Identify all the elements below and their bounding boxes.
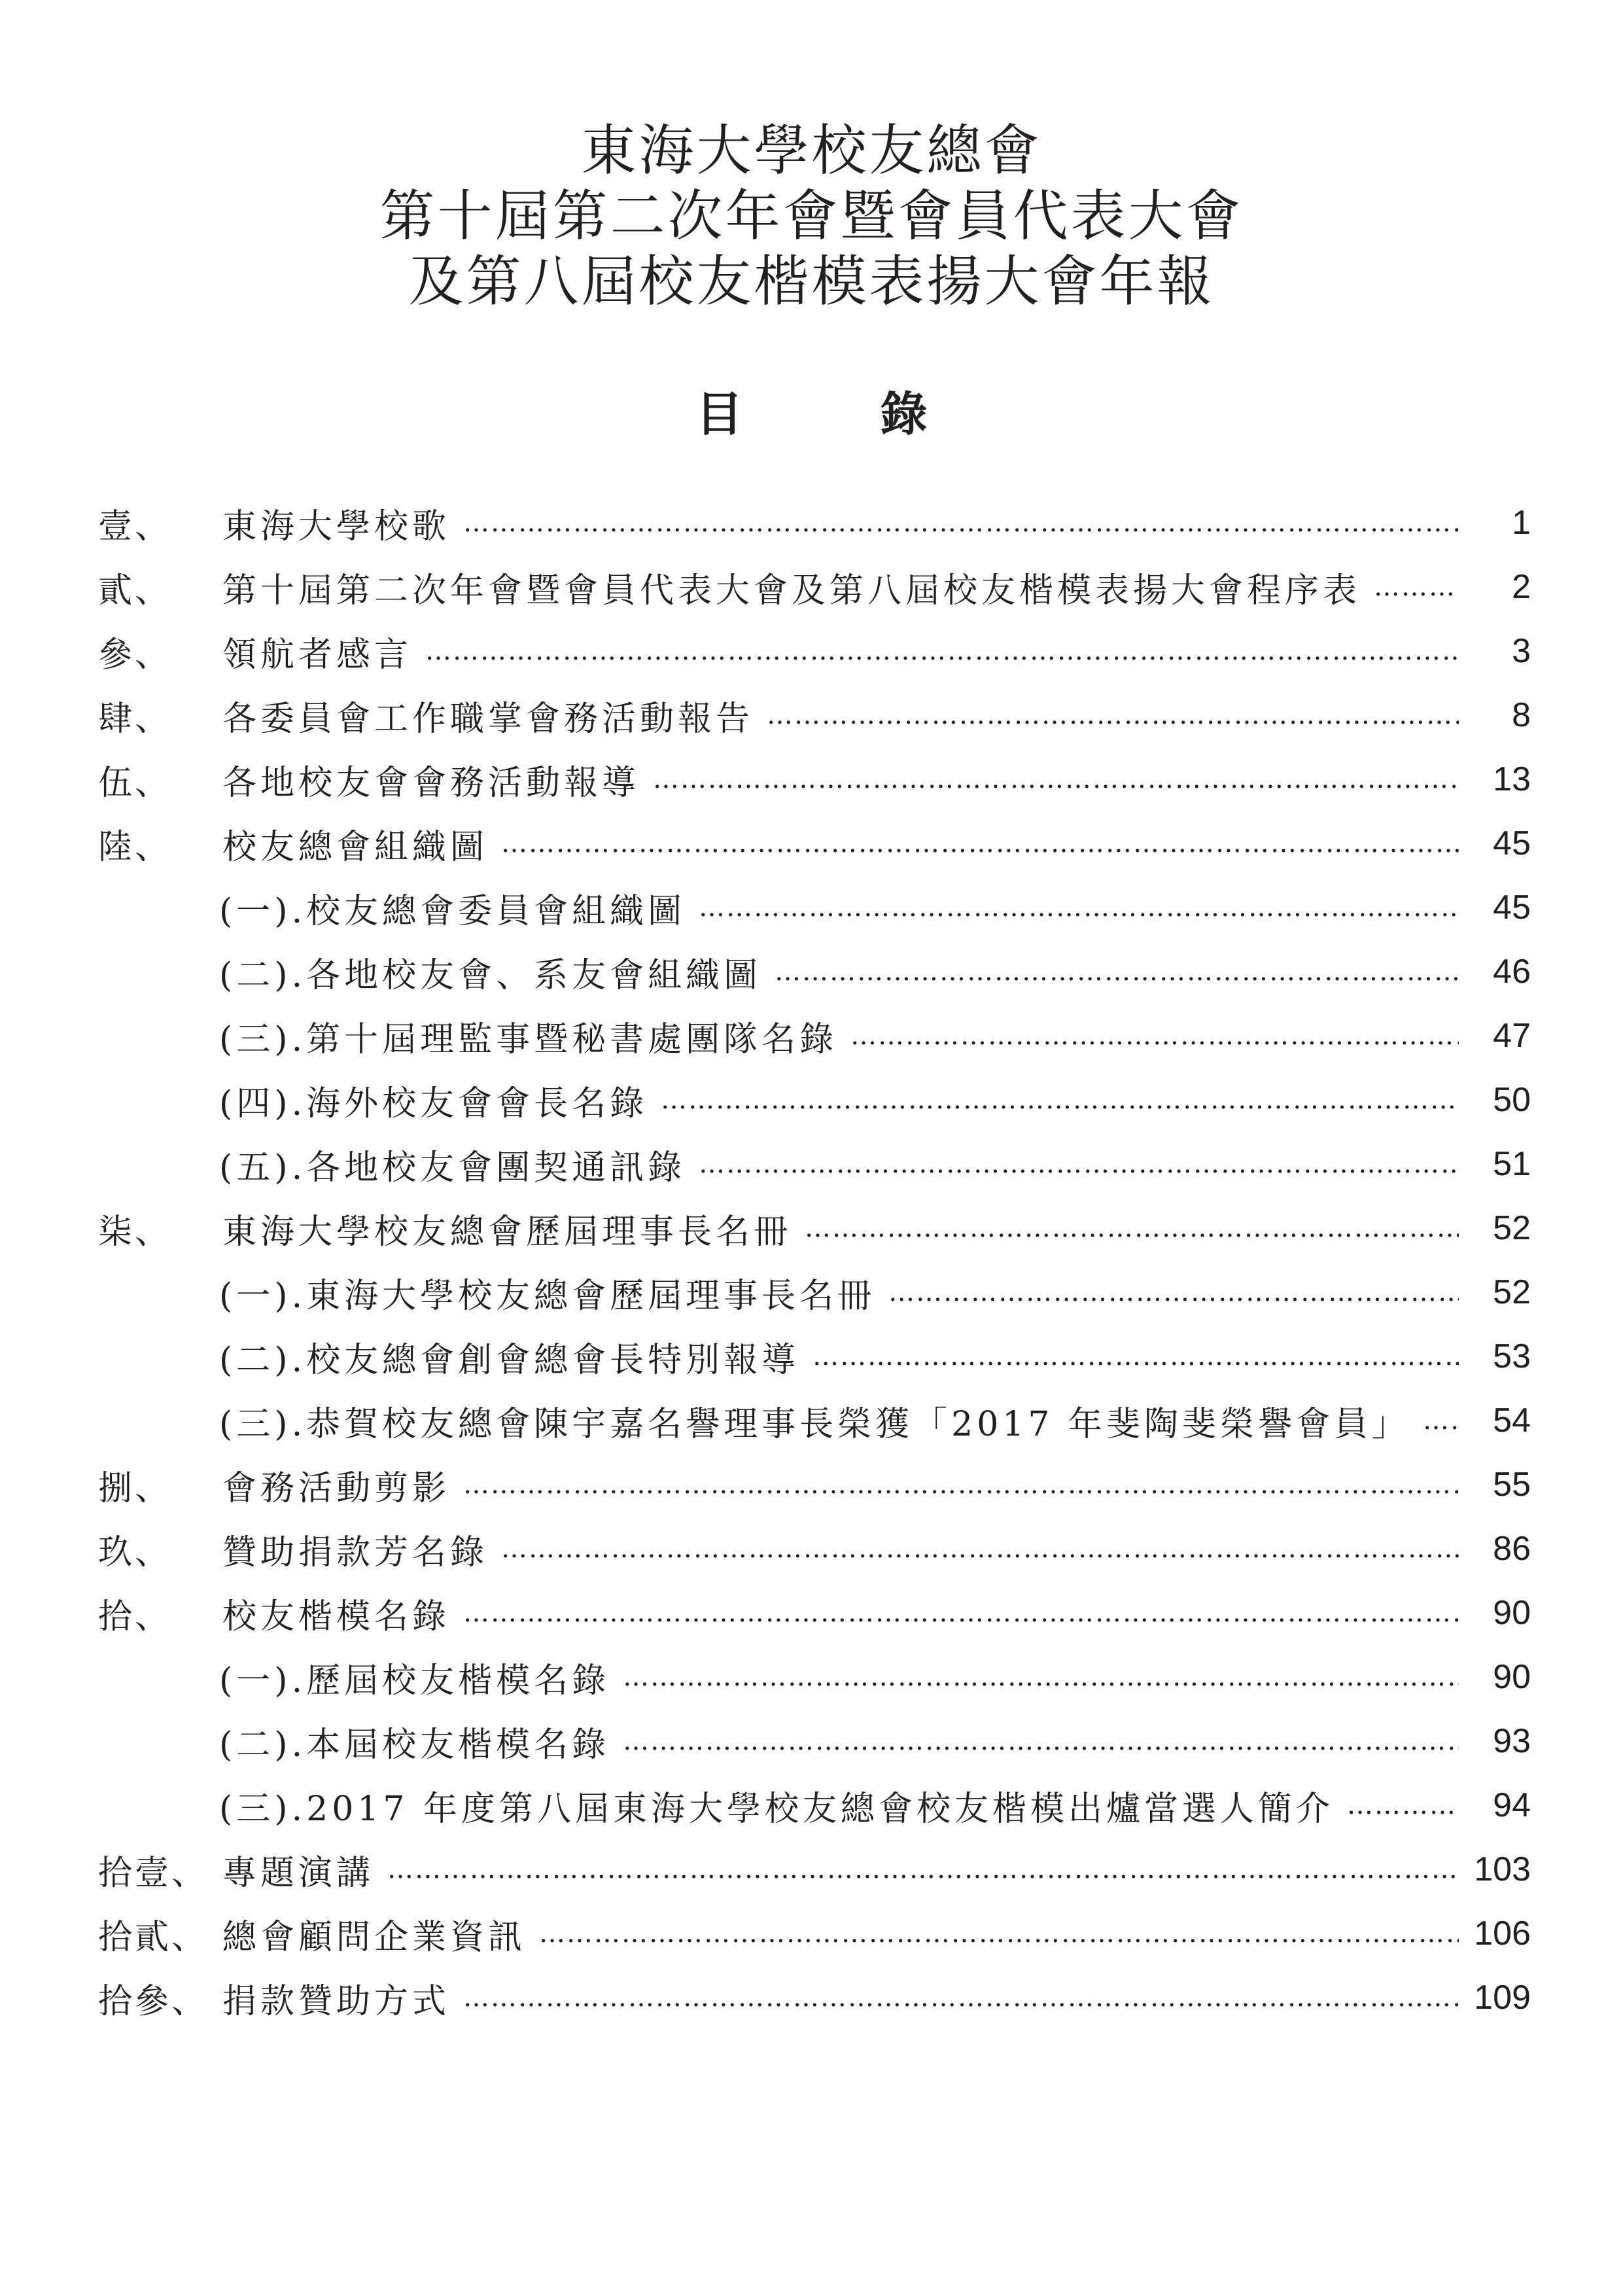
toc-entry-page-number: 3 [1512, 632, 1531, 670]
toc-entry-numeral: 拾貳、 [98, 1917, 209, 1957]
toc-entry [98, 491, 1531, 555]
toc-entry-label: 校友總會組織圖 [222, 827, 489, 867]
toc-entry-leader-dots [767, 700, 1459, 730]
toc-entry [98, 1645, 1531, 1709]
toc-entry-label: (三).第十屆理監事暨秘書處團隊名錄 [219, 1019, 838, 1059]
toc-entry-leader-dots [463, 1983, 1459, 2013]
toc-entry-label: 捐款贊助方式 [222, 1981, 451, 2021]
toc-entry-page-number: 90 [1493, 1658, 1531, 1696]
document-title [0, 118, 1623, 314]
toc-entry [98, 1837, 1531, 1901]
toc-entry-page-number: 52 [1493, 1273, 1531, 1311]
toc-entry-leader-dots [699, 892, 1459, 923]
toc-entry-label: 東海大學校友總會歷屆理事長名冊 [222, 1212, 792, 1252]
toc-entry-page-number: 50 [1493, 1081, 1531, 1119]
toc-entry-numeral: 玖、 [98, 1532, 172, 1572]
toc-entry-leader-dots [812, 1341, 1459, 1371]
toc-entry-page-number: 94 [1493, 1786, 1531, 1824]
toc-entry-numeral: 陸、 [98, 827, 172, 867]
toc-entry [98, 683, 1531, 747]
toc-entry-label: (二).本屆校友楷模名錄 [219, 1725, 610, 1765]
toc-entry-label: (二).各地校友會、系友會組織圖 [219, 955, 762, 995]
toc-entry [98, 1260, 1531, 1324]
toc-entry-leader-dots [501, 828, 1459, 858]
toc-entry-page-number: 2 [1512, 568, 1531, 606]
toc-entry-numeral: 貳、 [98, 571, 172, 610]
toc-entry-numeral: 拾壹、 [98, 1853, 209, 1893]
toc-entry-numeral: 壹、 [98, 506, 172, 546]
toc-entry-label: (二).校友總會創會總會長特別報導 [219, 1340, 800, 1380]
toc-entry [98, 555, 1531, 619]
toc-entry-label: 第十屆第二次年會暨會員代表大會及第八屆校友楷模表揚大會程序表 [222, 571, 1361, 610]
toc-entry [98, 1453, 1531, 1517]
toc-entry-label: (一).歷屆校友楷模名錄 [219, 1661, 610, 1701]
toc-entry-leader-dots [463, 1470, 1459, 1500]
toc-entry-page-number: 45 [1493, 824, 1531, 862]
toc-entry-page-number: 53 [1493, 1337, 1531, 1375]
toc-entry-label: 領航者感言 [222, 635, 413, 675]
toc-entry-label: (三).恭賀校友總會陳宇嘉名譽理事長榮獲「2017 年斐陶斐榮譽會員」 [219, 1404, 1410, 1444]
toc-entry-label: 總會顧問企業資訊 [222, 1917, 527, 1957]
toc-entry-numeral: 肆、 [98, 699, 172, 739]
toc-entry-leader-dots [387, 1854, 1459, 1884]
toc-entry-leader-dots [1423, 1405, 1459, 1436]
toc-entry-leader-dots [463, 1598, 1459, 1628]
toc-entry-leader-dots [425, 636, 1459, 666]
toc-entry [98, 1068, 1531, 1132]
toc-entry-label: (五).各地校友會團契通訊錄 [219, 1148, 686, 1188]
toc-entry-page-number: 52 [1493, 1209, 1531, 1247]
toc-entry-leader-dots [699, 1149, 1459, 1179]
toc-entry-numeral: 參、 [98, 635, 172, 675]
toc-entry-leader-dots [1374, 572, 1459, 602]
toc-entry-page-number: 47 [1493, 1017, 1531, 1055]
toc-entry-page-number: 8 [1512, 696, 1531, 734]
toc-entry-leader-dots [888, 1277, 1459, 1307]
toc-entry-page-number: 1 [1512, 504, 1531, 542]
toc-heading-char-1: 目 [695, 387, 743, 442]
toc-entry-label: (一).校友總會委員會組織圖 [219, 891, 686, 931]
toc-entry-page-number: 86 [1493, 1530, 1531, 1568]
toc-entry-page-number: 46 [1493, 953, 1531, 991]
toc-entry-page-number: 45 [1493, 889, 1531, 927]
toc-entry [98, 875, 1531, 940]
toc-entry-numeral: 拾、 [98, 1597, 172, 1636]
toc-entry [98, 747, 1531, 811]
toc-entry-numeral: 拾參、 [98, 1981, 209, 2021]
toc-entry-page-number: 106 [1474, 1915, 1531, 1952]
title-line-3: 及第八屆校友楷模表揚大會年報 [408, 249, 1215, 313]
toc-entry [98, 1517, 1531, 1581]
toc-entry-numeral: 捌、 [98, 1468, 172, 1508]
toc-entry-label: (一).東海大學校友總會歷屆理事長名冊 [219, 1276, 876, 1316]
toc-entry [98, 1388, 1531, 1453]
toc-entry [98, 1004, 1531, 1068]
toc-entry-numeral: 柒、 [98, 1212, 172, 1252]
toc-entry-label: (四).海外校友會會長名錄 [219, 1084, 648, 1123]
toc-entry-label: 專題演講 [222, 1853, 375, 1893]
toc-entry [98, 1324, 1531, 1388]
toc-entry-label: (三).2017 年度第八屆東海大學校友總會校友楷模出爐當選人簡介 [219, 1789, 1334, 1829]
toc-entry [98, 1581, 1531, 1645]
toc-entry-label: 贊助捐款芳名錄 [222, 1532, 489, 1572]
toc-entry [98, 1196, 1531, 1260]
toc-entry-page-number: 90 [1493, 1594, 1531, 1632]
table-of-contents [98, 491, 1531, 2030]
toc-entry [98, 1132, 1531, 1196]
toc-entry-leader-dots [775, 957, 1459, 987]
title-line-1: 東海大學校友總會 [581, 118, 1042, 183]
toc-entry-leader-dots [805, 1213, 1459, 1243]
toc-entry-leader-dots [850, 1021, 1459, 1051]
toc-entry-page-number: 54 [1493, 1402, 1531, 1439]
toc-entry-page-number: 55 [1493, 1466, 1531, 1504]
toc-entry [98, 1773, 1531, 1837]
toc-entry-label: 會務活動剪影 [222, 1468, 451, 1508]
toc-entry-leader-dots [501, 1534, 1459, 1564]
toc-heading [0, 376, 1623, 444]
toc-entry [98, 1901, 1531, 1966]
toc-entry [98, 940, 1531, 1004]
toc-entry [98, 1966, 1531, 2030]
toc-entry-page-number: 13 [1493, 760, 1531, 798]
toc-entry-label: 各地校友會會務活動報導 [222, 763, 640, 803]
title-line-2: 第十屆第二次年會暨會員代表大會 [379, 184, 1244, 248]
toc-entry-page-number: 103 [1474, 1850, 1531, 1888]
toc-entry [98, 811, 1531, 875]
toc-entry-leader-dots [1347, 1790, 1459, 1820]
toc-entry-leader-dots [463, 508, 1459, 538]
toc-entry-page-number: 51 [1493, 1145, 1531, 1183]
toc-entry-leader-dots [661, 1085, 1459, 1115]
toc-entry-label: 東海大學校歌 [222, 506, 451, 546]
toc-entry-page-number: 109 [1474, 1979, 1531, 2017]
toc-entry-numeral: 伍、 [98, 763, 172, 803]
toc-entry-leader-dots [623, 1726, 1459, 1756]
toc-entry-leader-dots [623, 1662, 1459, 1692]
toc-heading-char-2: 錄 [880, 387, 928, 442]
toc-entry-page-number: 93 [1493, 1722, 1531, 1760]
toc-entry-leader-dots [653, 764, 1459, 794]
toc-entry-label: 各委員會工作職掌會務活動報告 [222, 699, 754, 739]
toc-entry-label: 校友楷模名錄 [222, 1597, 451, 1636]
toc-entry [98, 1709, 1531, 1773]
toc-entry [98, 619, 1531, 683]
toc-entry-leader-dots [539, 1918, 1459, 1949]
